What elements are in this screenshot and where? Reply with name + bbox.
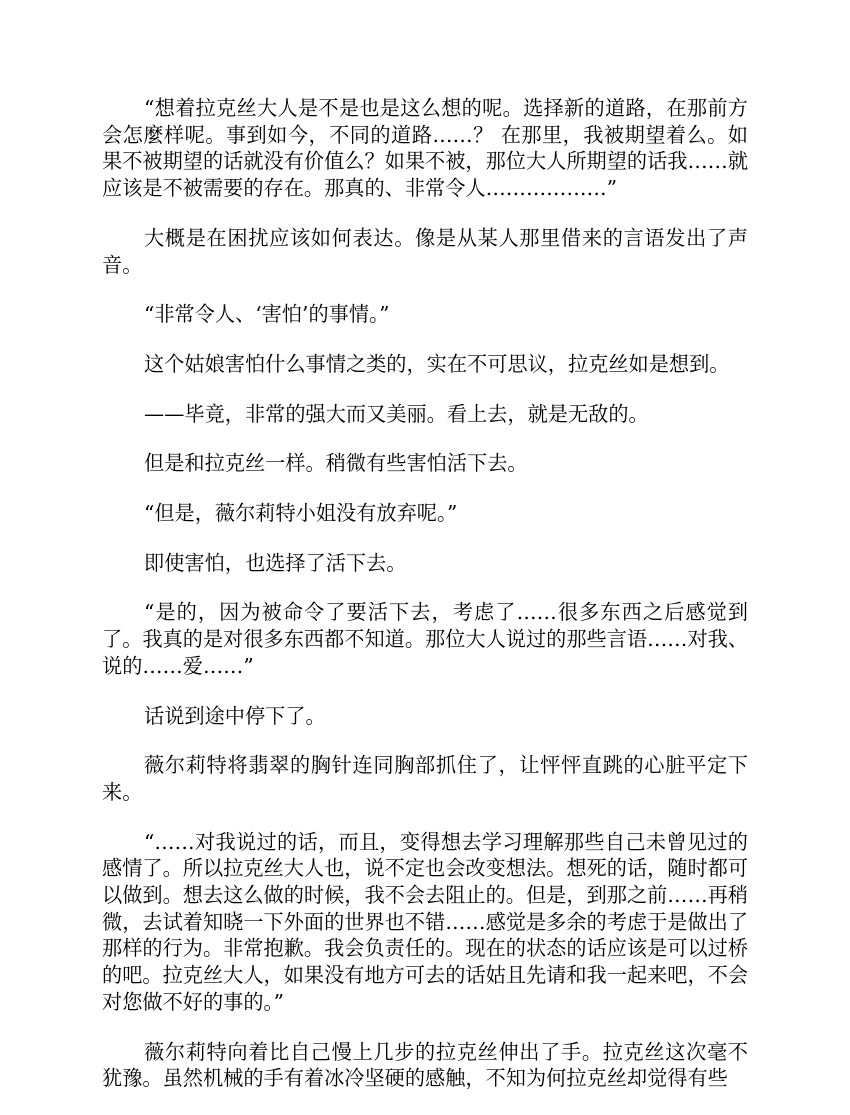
paragraph-11: 薇尔莉特将翡翠的胸针连同胸部抓住了，让怦怦直跳的心脏平定下来。 xyxy=(102,753,748,804)
paragraph-10: 话说到途中停下了。 xyxy=(144,703,326,728)
paragraph-8: 即使害怕，也选择了活下去。 xyxy=(144,550,407,575)
paragraph-3: “非常令人、‘害怕’的事情。” xyxy=(144,302,390,327)
paragraph-12: “……对我说过的话，而且，变得想去学习理解那些自己未曾见过的感情了。所以拉克丝大人也，说不定也会改变想法。想死的话，随时都可以做到。想去这么做的时候，我不会去阻止的。但是，到那之前……再稍微，去试着知晓一下外面的世界也不错……感觉是多余的考虑于是做出了那样的行为。非常抱歉。我会负责任的。现在的状态的话应该是可以过桥的吧。拉克丝大人，如果没有地方可去的话姑且先请和我一起来吧，不会对您做不好的事的。” xyxy=(102,829,749,1014)
paragraph-5: ——毕竟，非常的强大而又美丽。看上去，就是无敌的。 xyxy=(144,401,649,426)
paragraph-13: 薇尔莉特向着比自己慢上几步的拉克丝伸出了手。拉克丝这次毫不犹豫。虽然机械的手有着冰冷坚硬的感触，不知为何拉克丝却觉得有些 xyxy=(102,1039,748,1091)
paragraph-2: 大概是在困扰应该如何表达。像是从某人那里借来的言语发出了声音。 xyxy=(102,225,748,277)
paragraph-4: 这个姑娘害怕什么事情之类的，实在不可思议，拉克丝如是想到。 xyxy=(144,351,730,376)
paragraph-9: “是的，因为被命令了要活下去，考虑了……很多东西之后感觉到了。我真的是对很多东西都不知道。那位大人说过的那些言语……对我、说的……爱……” xyxy=(102,600,749,678)
paragraph-6: 但是和拉克丝一样。稍微有些害怕活下去。 xyxy=(144,451,528,476)
document-page xyxy=(102,95,748,1115)
paragraph-7: “但是，薇尔莉特小姐没有放弃呢。” xyxy=(144,501,458,526)
paragraph-1: “想着拉克丝大人是不是也是这么想的呢。选择新的道路，在那前方会怎麼样呢。事到如今，不同的道路……？ 在那里，我被期望着么。如果不被期望的话就没有价值么？如果不被，那位大人所期望的话我……就应该是不被需要的存在。那真的、非常令人………………” xyxy=(102,96,749,201)
